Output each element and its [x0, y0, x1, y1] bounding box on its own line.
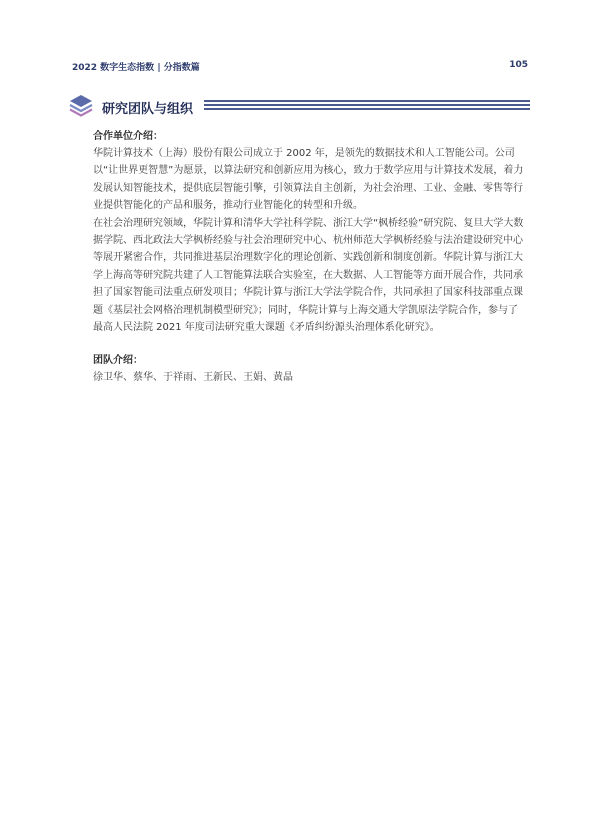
partner-paragraph-1: 华院计算技术（上海）股份有限公司成立于 2002 年，是领先的数据技术和人工智能公司。公司以“让世界更智慧”为愿景，以算法研究和创新应用为核心，致力于数学应用与计算技术发展，着力发展认知智能技术，提供底层智能引擎，引领算法自主创新，为社会治理、工业、金融、零售等行业提供智能化的产品和服务，推动行业智能化的转型和升级。	[93, 148, 524, 212]
main-content	[93, 128, 525, 387]
section-header	[68, 93, 530, 119]
layers-icon	[68, 93, 94, 119]
team-members: 徐卫华、蔡华、于祥雨、王新民、王娟、黄晶	[93, 372, 293, 384]
title-rule	[204, 100, 530, 114]
section-title: 研究团队与组织	[102, 102, 194, 117]
partner-heading: 合作单位介绍：	[93, 131, 163, 142]
page-number: 105	[509, 60, 528, 70]
running-head: 2022 数字生态指数 | 分指数篇	[72, 63, 200, 73]
team-heading: 团队介绍：	[93, 355, 143, 367]
partner-paragraph-2: 在社会治理研究领域，华院计算和清华大学社科学院、浙江大学“枫桥经验”研究院、复旦大学大数据学院、西北政法大学枫桥经验与社会治理研究中心、杭州师范大学枫桥经验与法治建设研究中心等展开紧密合作，共同推进基层治理数字化的理论创新、实践创新和制度创新。华院计算与浙江大学上海高等研究院共建了人工智能算法联合实验室，在大数据、人工智能等方面开展合作，共同承担了国家智能司法重点研发项目；华院计算与浙江大学法学院合作，共同承担了国家科技部重点课题《基层社会网格治理机制模型研究》；同时，华院计算与上海交通大学凯原法学院合作，参与了最高人民法院 2021 年度司法研究重大课题《矛盾纠纷源头治理体系化研究》。	[93, 217, 524, 334]
